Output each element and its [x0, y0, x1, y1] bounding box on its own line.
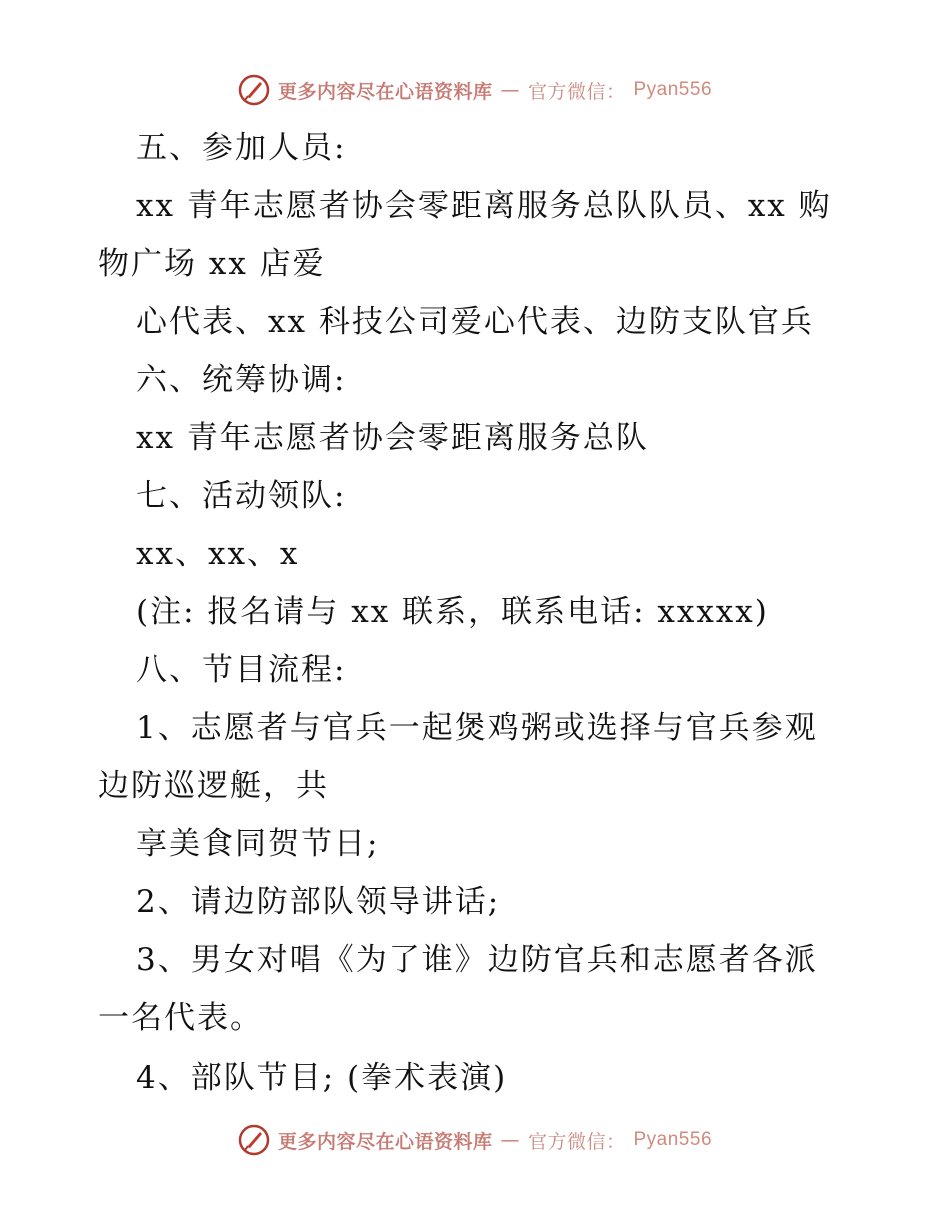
section-heading-coordination: 六、统筹协调: — [136, 362, 347, 398]
paragraph-line: xx 青年志愿者协会零距离服务总队 — [136, 420, 649, 456]
watermark-wechat-id: Pyan556 — [633, 79, 713, 100]
list-item: 4、部队节目; (拳术表演) — [136, 1060, 508, 1096]
footer-watermark — [0, 1120, 950, 1160]
section-heading-leaders: 七、活动领队: — [136, 478, 347, 514]
paragraph-line: 物广场 xx 店爱 — [98, 246, 326, 282]
list-item: 3、男女对唱《为了谁》边防官兵和志愿者各派 — [136, 942, 818, 978]
watermark-dash: — — [500, 79, 520, 101]
list-item: 1、志愿者与官兵一起煲鸡粥或选择与官兵参观 — [136, 710, 818, 746]
watermark-sub-text: 官方微信： — [527, 1130, 626, 1153]
list-item-continuation: 享美食同贺节日; — [136, 826, 380, 862]
watermark-main-text: 更多内容尽在心语资料库 — [277, 1130, 493, 1153]
paragraph-line: 心代表、xx 科技公司爱心代表、边防支队官兵 — [136, 304, 814, 340]
watermark-dash: — — [500, 1129, 520, 1151]
list-item: 2、请边防部队领导讲话; — [136, 884, 501, 920]
list-item-continuation: 边防巡逻艇，共 — [98, 768, 329, 804]
paragraph-line: xx、xx、x — [136, 536, 300, 572]
note-line: (注: 报名请与 xx 联系，联系电话: xxxxx) — [136, 594, 769, 630]
watermark-sub-text: 官方微信： — [527, 80, 626, 103]
watermark-main-text: 更多内容尽在心语资料库 — [277, 80, 493, 103]
section-heading-program: 八、节目流程: — [136, 652, 347, 688]
feather-logo-icon — [238, 1124, 270, 1156]
section-heading-participants: 五、参加人员: — [136, 130, 347, 166]
list-item-continuation: 一名代表。 — [98, 1000, 263, 1036]
watermark-wechat-id: Pyan556 — [633, 1129, 713, 1150]
paragraph-line: xx 青年志愿者协会零距离服务总队队员、xx 购 — [136, 188, 832, 224]
